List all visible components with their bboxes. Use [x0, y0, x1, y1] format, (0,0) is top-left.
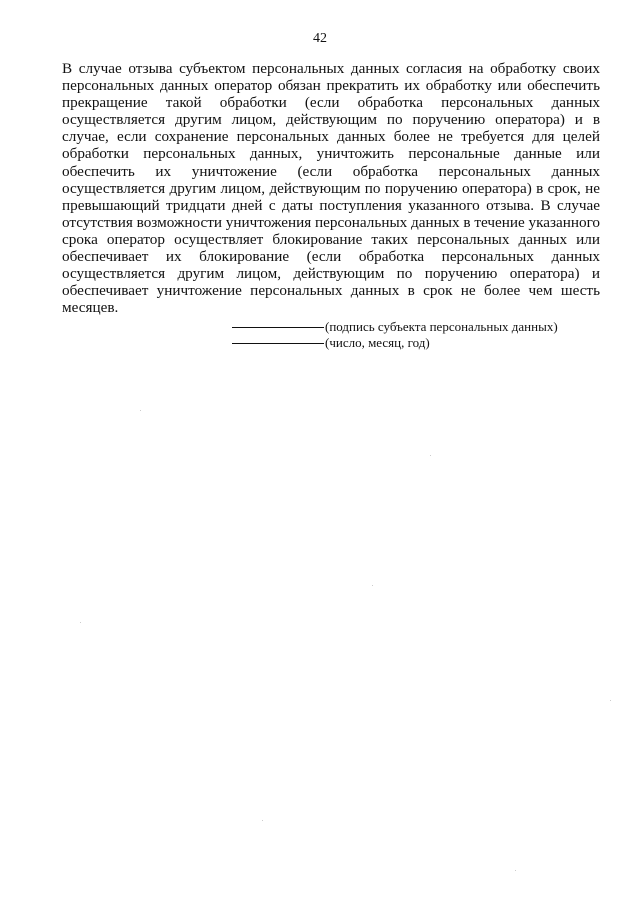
scan-speck [140, 410, 141, 411]
signature-row [232, 319, 612, 335]
scan-speck [430, 455, 431, 456]
date-blank-line [232, 343, 324, 344]
scan-speck [80, 622, 81, 623]
body-paragraph: В случае отзыва субъектом персональных данных согласия на обработку своих персональных данных оператор обязан прекратить их обработку или обеспечить прекращение такой обработки (если обработка персональных данных осуществляется другим лицом, действующим по поручению оператора) и в случае, если сохранение персональных данных более не требуется для целей обработки персональных данных, уничтожить персональные данные или обеспечить их уничтожение (если обработка персональных данных осуществляется другим лицом, действующим по поручению оператора) в срок, не превышающий тридцати дней с даты поступления указанного отзыва. В случае отсутствия возможности уничтожения персональных данных в течение указанного срока оператор осуществляет блокирование таких персональных данных или обеспечивает их блокирование (если обработка персональных данных осуществляется другим лицом, действующим по поручению оператора) и обеспечивает уничтожение персональных данных в срок не более чем шесть месяцев. [62, 60, 601, 317]
page-number: 42 [313, 31, 327, 46]
scan-speck [262, 820, 263, 821]
scan-speck [515, 870, 516, 871]
signature-caption: (подпись субъекта персональных данных) [325, 319, 558, 334]
scan-speck [372, 585, 373, 586]
date-row [232, 335, 612, 351]
signature-blank-line [232, 327, 324, 328]
scan-speck [610, 700, 611, 701]
date-caption: (число, месяц, год) [325, 335, 430, 350]
